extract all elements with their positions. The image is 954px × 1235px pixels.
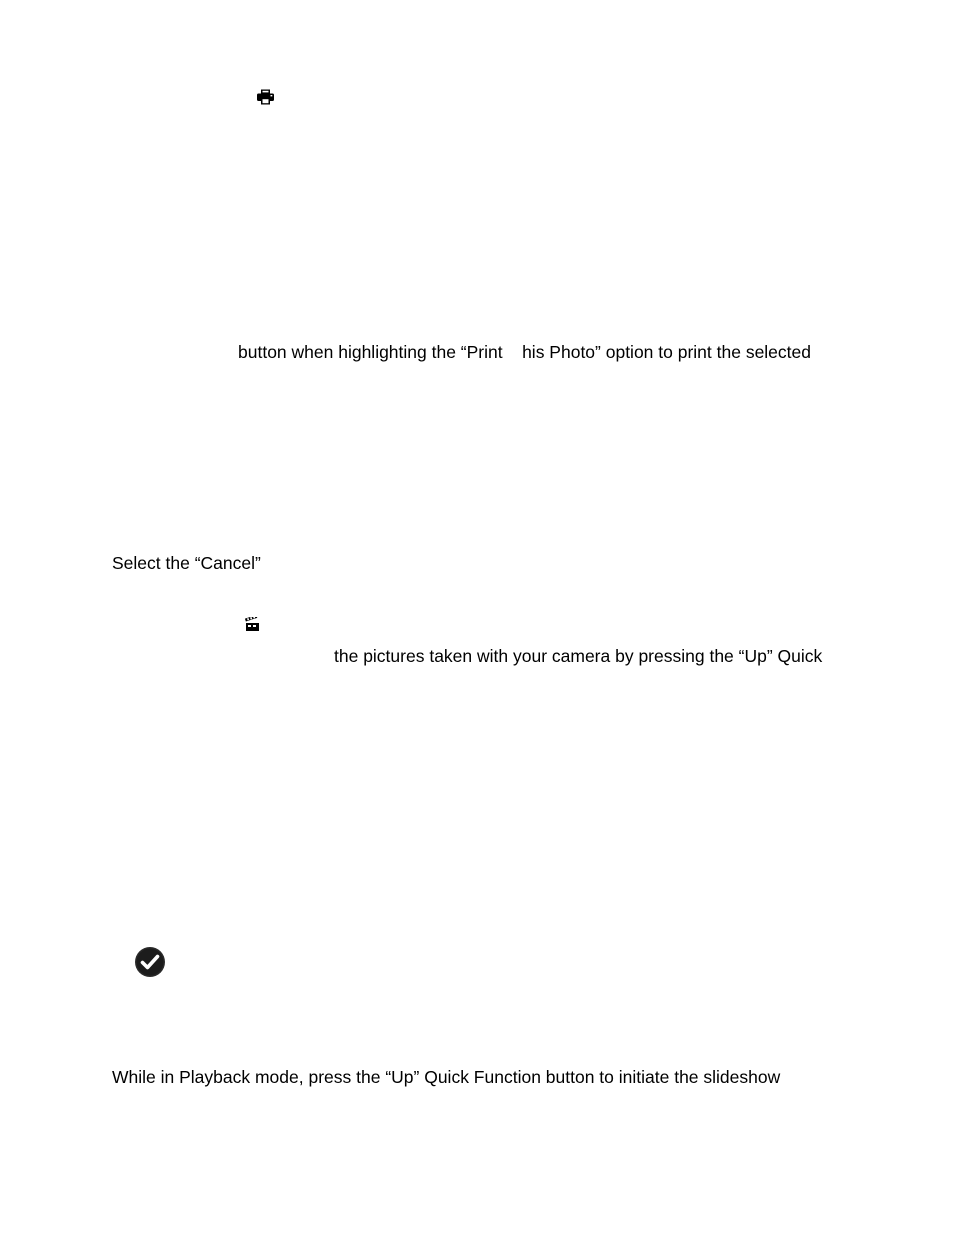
printer-icon — [256, 89, 275, 110]
pictures-instruction: the pictures taken with your camera by pressing the “Up” Quick — [334, 646, 823, 666]
cancel-instruction: Select the “Cancel” — [112, 553, 261, 573]
check-circle-icon — [134, 946, 166, 983]
playback-instruction: While in Playback mode, press the “Up” Quick Function button to initiate the slideshow — [112, 1067, 781, 1087]
clapperboard-icon — [245, 617, 260, 637]
print-photo-instruction: button when highlighting the “Print his Photo” option to print the selected — [238, 342, 811, 362]
